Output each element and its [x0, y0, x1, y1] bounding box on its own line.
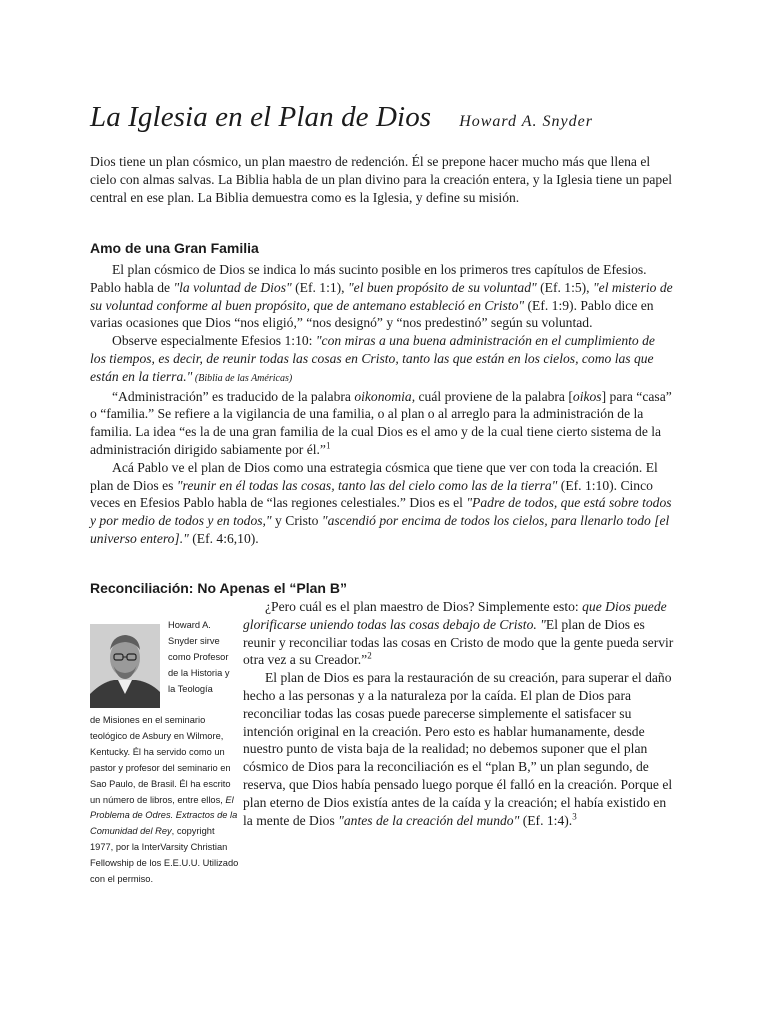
document-title: La Iglesia en el Plan de Dios: [90, 101, 432, 133]
title-row: [90, 101, 593, 134]
footnote-marker-1: 1: [325, 440, 331, 451]
section-heading-family: Amo de una Gran Familia: [90, 240, 259, 256]
intro-text: Dios tiene un plan cósmico, un plan maestro de redención. Él se prepone hacer mucho más que llena el cielo con almas salvas. La Biblia habla de un plan divino para la creación entera, y la Iglesia tiene un papel central en ese plan. La Biblia demuestra como es la Iglesia, y define su misión.: [90, 154, 673, 205]
section1-paragraph-3: “Administración” es traducido de la palabra oikonomia, cuál proviene de la palabra [oikos] para “casa” o “familia.” Se refiere a la vigilancia de una familia, o al plan o al arreglo para la administración de la familia. La idea “es la de una gran familia de la cual Dios es el amo y de la cual tiene cierto sistema de la administración dirigido sabiamente por él.”$^1$: [90, 388, 672, 457]
intro-paragraph: [90, 153, 674, 206]
author-photo-image: [90, 624, 160, 708]
footnote-marker-2: 2: [367, 650, 372, 661]
section2-paragraph-1: ¿Pero cuál es el plan maestro de Dios? Simplemente esto: que Dios puede glorificarse uniendo todas las cosas debajo de Cristo. "El plan de Dios es reunir y reconciliar todas las cosas en Cristo de modo que la gente pueda servir otra vez a su Creador.”$^2$: [243, 599, 674, 668]
sidebar-caption-top: Howard A. Snyder sirve como Profesor de la Historia y la Teología: [168, 620, 230, 694]
footnote-marker-3: 3: [572, 811, 577, 822]
section-heading-reconciliation: Reconciliación: No Apenas el “Plan B”: [90, 580, 347, 596]
section1-paragraph-4: Acá Pablo ve el plan de Dios como una estrategia cósmica que tiene que ver con toda la creación. El plan de Dios es "reunir en él todas las cosas, tanto las del cielo como las de la tierra" (Ef. 1:10). Cinco veces en Efesios Pablo habla de “las regiones celestiales.” Dios es el "Padre de todos, que está sobre todos y por medio de todos y en todos," y Cristo "ascendió por encima de todos los cielos, para llenarlo todo [el universo entero]." (Ef. 4:6,10).: [90, 459, 672, 546]
sidebar-caption-bottom: de Misiones en el seminario teológico de Asbury en Wilmore, Kentucky. Él ha servido como un pastor y profesor del seminario en Sao Paulo, de Brasil. Él ha escrito un número de libros, entre ellos, El Problema de Odres. Extractos de la Comunidad del Rey, copyright 1977, por la InterVarsity Christian Fellowship de los E.E.U.U. Utilizado con el permiso.: [90, 715, 239, 885]
section2-paragraph-2: El plan de Dios es para la restauración de su creación, para superar el daño hecho a las personas y a la naturaleza por la caída. El plan de Dios para reconciliar todas las cosas puede parecerse simplemente el satisfacer su intención original en la creación. Pero esto es hablar humanamente, desde nuestro punto de vista baja de la realidad; no debemos suponer que el plan cósmico de Dios para la reconciliación es el “plan B,” un plan segundo, de reserva, que Dios había pensado luego porque él falló en la creación. Porque el plan eterno de Dios existía antes de la caída y la creación; el había existido en la mente de Dios "antes de la creación del mundo" (Ef. 1:4).$^3$: [243, 670, 673, 828]
author-photo: [90, 624, 160, 708]
section2-body: [243, 598, 675, 829]
section1-paragraph-2: Observe especialmente Efesios 1:10: "con miras a una buena administración en el cumplimiento de los tiempos, es decir, de reunir todas las cosas en Cristo, tanto las que están en los cielos, como las que están en la tierra." (Biblia de las Américas): [90, 333, 655, 384]
sidebar-book-title: El Problema de Odres. Extractos de la Comunidad del Rey: [90, 794, 238, 837]
document-author: Howard A. Snyder: [459, 113, 593, 130]
section1-paragraph-1: El plan cósmico de Dios se indica lo más sucinto posible en los primeros tres capítulos de Efesios. Pablo habla de "la voluntad de Dios" (Ef. 1:1), "el buen propósito de su voluntad" (Ef. 1:5), "el misterio de su voluntad conforme al buen propósito, que de antemano estableció en Cristo" (Ef. 1:9). Pablo dice en varias ocasiones que Dios “nos eligió,” “nos designó” y “nos predestinó” según su voluntad.: [90, 262, 673, 331]
section1-body: [90, 261, 674, 548]
